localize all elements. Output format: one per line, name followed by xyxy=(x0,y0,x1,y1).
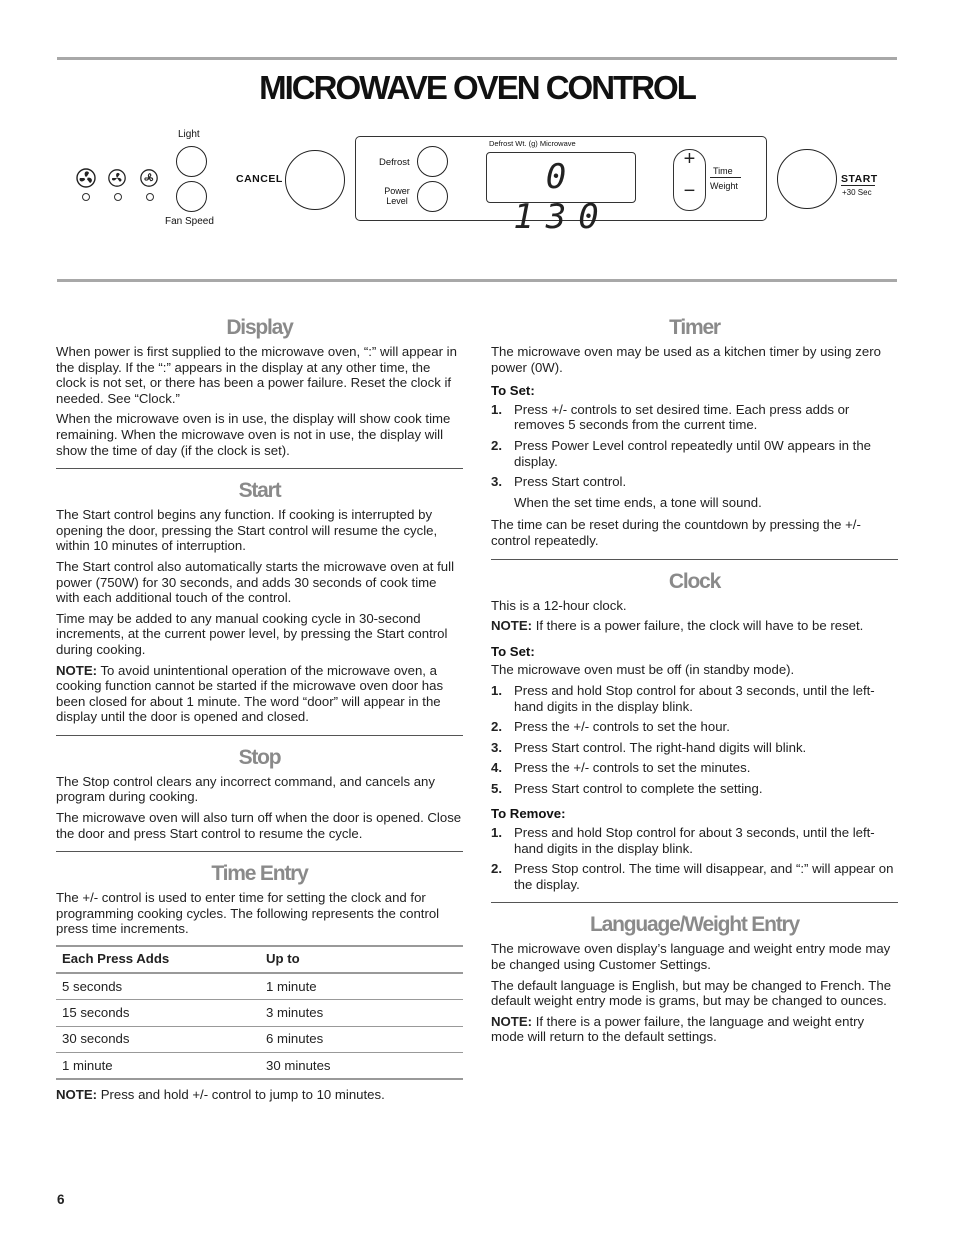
time-weight-divider xyxy=(710,177,741,178)
light-label: Light xyxy=(178,129,200,140)
minus-icon[interactable]: − xyxy=(683,180,696,202)
power-label-line2: Level xyxy=(386,196,408,206)
note-label: NOTE: xyxy=(56,662,98,678)
cancel-button[interactable] xyxy=(285,150,345,210)
fan-led xyxy=(114,193,122,201)
list-item xyxy=(491,760,898,776)
step-number: 4. xyxy=(491,760,502,776)
list-item xyxy=(491,825,898,856)
step-number: 1. xyxy=(491,825,502,841)
table-cell: 15 seconds xyxy=(56,1000,260,1027)
start-heading: Start xyxy=(238,479,281,503)
language-paragraph: The microwave oven display’s language and weight entry mode may be changed using Customer Settings. xyxy=(491,941,891,973)
control-panel-diagram xyxy=(0,120,954,240)
light-button[interactable] xyxy=(176,146,207,177)
step-text: Press Start control to complete the setting. xyxy=(514,780,763,796)
timer-tone-note: When the set time ends, a tone will sound. xyxy=(514,494,762,510)
note-label: NOTE: xyxy=(491,1013,533,1029)
clock-set-intro: The microwave oven must be off (in standby mode). xyxy=(491,662,795,678)
table-cell: 1 minute xyxy=(260,973,463,1000)
step-text: Press and hold Stop control for about 3 seconds, until the left-hand digits in the display blink. xyxy=(514,825,875,856)
table-cell: 30 seconds xyxy=(56,1026,260,1053)
timer-steps xyxy=(491,402,898,490)
right-column xyxy=(491,312,898,1050)
step-text: Press Power Level control repeatedly until 0W appears in the display. xyxy=(514,437,871,469)
list-item xyxy=(491,402,898,433)
step-number: 1. xyxy=(491,682,502,698)
table-header: Up to xyxy=(260,946,463,973)
list-item xyxy=(491,719,898,735)
step-number: 1. xyxy=(491,401,502,417)
timer-heading: Timer xyxy=(669,316,720,339)
start-button[interactable] xyxy=(777,149,837,209)
display-paragraph: When power is first supplied to the microwave oven, “:” will appear in the display. If the “:” appears in the display at any other time, the clock is not set, or there has been a power failure. Reset the clock if needed. See “Clock.” xyxy=(56,344,457,406)
note-label: NOTE: xyxy=(491,618,533,634)
list-item xyxy=(491,781,898,797)
table-row xyxy=(56,1053,463,1080)
note-label: NOTE: xyxy=(56,1087,98,1103)
section-divider xyxy=(491,902,898,903)
power-level-label xyxy=(383,186,411,206)
step-number: 2. xyxy=(491,861,502,877)
start-label: START xyxy=(841,173,878,185)
panel-bottom-rule xyxy=(57,279,897,282)
timer-to-set-heading: To Set: xyxy=(491,383,535,399)
clock-to-remove-heading: To Remove: xyxy=(491,806,566,822)
fan-led xyxy=(146,193,154,201)
list-item xyxy=(491,740,898,756)
list-item xyxy=(491,683,898,714)
step-number: 3. xyxy=(491,739,502,755)
time-entry-note xyxy=(56,1087,463,1103)
clock-heading: Clock xyxy=(668,569,721,593)
table-row xyxy=(56,1026,463,1053)
power-level-button[interactable] xyxy=(417,181,448,212)
stop-paragraph: The microwave oven will also turn off when the door is opened. Close the door and press Start control to resume the cycle. xyxy=(56,810,462,841)
table-cell: 5 seconds xyxy=(56,973,260,1000)
section-divider xyxy=(56,851,463,852)
display-heading: Display xyxy=(226,316,293,339)
step-text: Press Start control. The right-hand digits will blink. xyxy=(514,739,807,755)
cancel-label: CANCEL xyxy=(236,173,283,185)
section-divider xyxy=(491,559,898,560)
table-row xyxy=(56,973,463,1000)
page-number: 6 xyxy=(57,1192,65,1207)
plus-minus-control[interactable] xyxy=(673,149,706,211)
list-item xyxy=(491,438,898,469)
note-text: To avoid unintentional operation of the microwave oven, a cooking function cannot be started if the microwave oven door has been closed for about 1 minute. The word “door” will appear in the display until the door is opened and closed. xyxy=(56,662,444,725)
left-column xyxy=(56,312,463,1108)
time-label: Time xyxy=(713,166,733,176)
display-paragraph: When the microwave oven is in use, the display will show cook time remaining. When the microwave oven is not in use, the display will show the time of day (if the clock is set). xyxy=(56,411,451,458)
stop-paragraph: The Stop control clears any incorrect command, and cancels any program during cooking. xyxy=(56,773,435,805)
fan-icon xyxy=(139,168,159,188)
table-cell: 3 minutes xyxy=(260,1000,463,1027)
fan-icon xyxy=(75,167,97,189)
language-paragraph: The default language is English, but may be changed to French. The default weight entry mode is grams, but may be changed to ounces. xyxy=(491,977,892,1009)
table-row xyxy=(56,1000,463,1027)
fan-led xyxy=(82,193,90,201)
table-header-row xyxy=(56,946,463,973)
defrost-label: Defrost xyxy=(379,157,410,168)
display-digits: 0 130 xyxy=(513,157,611,237)
start-paragraph: The Start control begins any function. If cooking is interrupted by opening the door, pressing the Start control will resume the cycle, within 10 minutes of interruption. xyxy=(56,507,438,554)
digital-display xyxy=(486,152,636,237)
note-text: If there is a power failure, the language and weight entry mode will return to the default settings. xyxy=(491,1013,865,1045)
table-cell: 6 minutes xyxy=(260,1026,463,1053)
clock-set-steps xyxy=(491,683,898,797)
step-text: Press Stop control. The time will disappear, and “:” will appear on the display. xyxy=(514,861,894,892)
clock-to-set-heading: To Set: xyxy=(491,643,535,659)
start-divider xyxy=(841,185,875,186)
defrost-button[interactable] xyxy=(417,146,448,177)
table-cell: 30 minutes xyxy=(260,1053,463,1080)
language-heading: Language/Weight Entry xyxy=(590,913,799,937)
page-title: MICROWAVE OVEN CONTROL xyxy=(259,69,695,106)
step-text: Press and hold Stop control for about 3 seconds, until the left-hand digits in the display blink. xyxy=(514,682,875,714)
fan-speed-button[interactable] xyxy=(176,181,207,212)
section-divider xyxy=(56,468,463,469)
clock-remove-steps xyxy=(491,825,898,892)
start-sub-label: +30 Sec xyxy=(842,188,872,197)
time-entry-table xyxy=(56,945,463,1080)
fan-speed-label: Fan Speed xyxy=(165,216,214,227)
start-note xyxy=(56,663,463,725)
timer-paragraph: The microwave oven may be used as a kitchen timer by using zero power (0W). xyxy=(491,344,881,375)
section-divider xyxy=(56,735,463,736)
clock-note xyxy=(491,618,898,634)
step-text: Press Start control. xyxy=(514,474,627,490)
power-label-line1: Power xyxy=(384,186,410,196)
plus-icon[interactable]: + xyxy=(683,148,696,170)
weight-label: Weight xyxy=(710,181,738,191)
list-item xyxy=(491,861,898,892)
start-paragraph: Time may be added to any manual cooking cycle in 30-second increments, at the current power level, by pressing the Start control during cooking. xyxy=(56,610,448,657)
fan-icon xyxy=(107,168,127,188)
clock-paragraph: This is a 12-hour clock. xyxy=(491,597,627,613)
step-text: Press the +/- controls to set the minutes. xyxy=(514,760,751,776)
step-number: 3. xyxy=(491,474,502,490)
table-header: Each Press Adds xyxy=(56,946,260,973)
step-number: 5. xyxy=(491,780,502,796)
time-entry-heading: Time Entry xyxy=(211,862,308,886)
step-number: 2. xyxy=(491,437,502,453)
table-cell: 1 minute xyxy=(56,1053,260,1080)
top-rule xyxy=(57,57,897,60)
step-text: Press the +/- controls to set the hour. xyxy=(514,719,730,735)
step-text: Press +/- controls to set desired time. Each press adds or removes 5 seconds from the current time. xyxy=(514,401,850,433)
list-item xyxy=(491,474,898,490)
time-entry-paragraph: The +/- control is used to enter time for setting the clock and for programming cooking cycles. The following represents the control press time increments. xyxy=(56,890,440,937)
timer-paragraph: The time can be reset during the countdown by pressing the +/- control repeatedly. xyxy=(491,517,861,548)
display-indicators: Defrost Wt. (g) Microwave xyxy=(489,139,576,148)
stop-heading: Stop xyxy=(238,745,281,769)
note-text: Press and hold +/- control to jump to 10 minutes. xyxy=(97,1087,385,1103)
note-text: If there is a power failure, the clock will have to be reset. xyxy=(532,618,864,634)
start-paragraph: The Start control also automatically starts the microwave oven at full power (750W) for 30 seconds, and adds 30 seconds of cook time with each additional touch of the control. xyxy=(56,558,454,606)
language-note xyxy=(491,1014,898,1045)
step-number: 2. xyxy=(491,719,502,735)
